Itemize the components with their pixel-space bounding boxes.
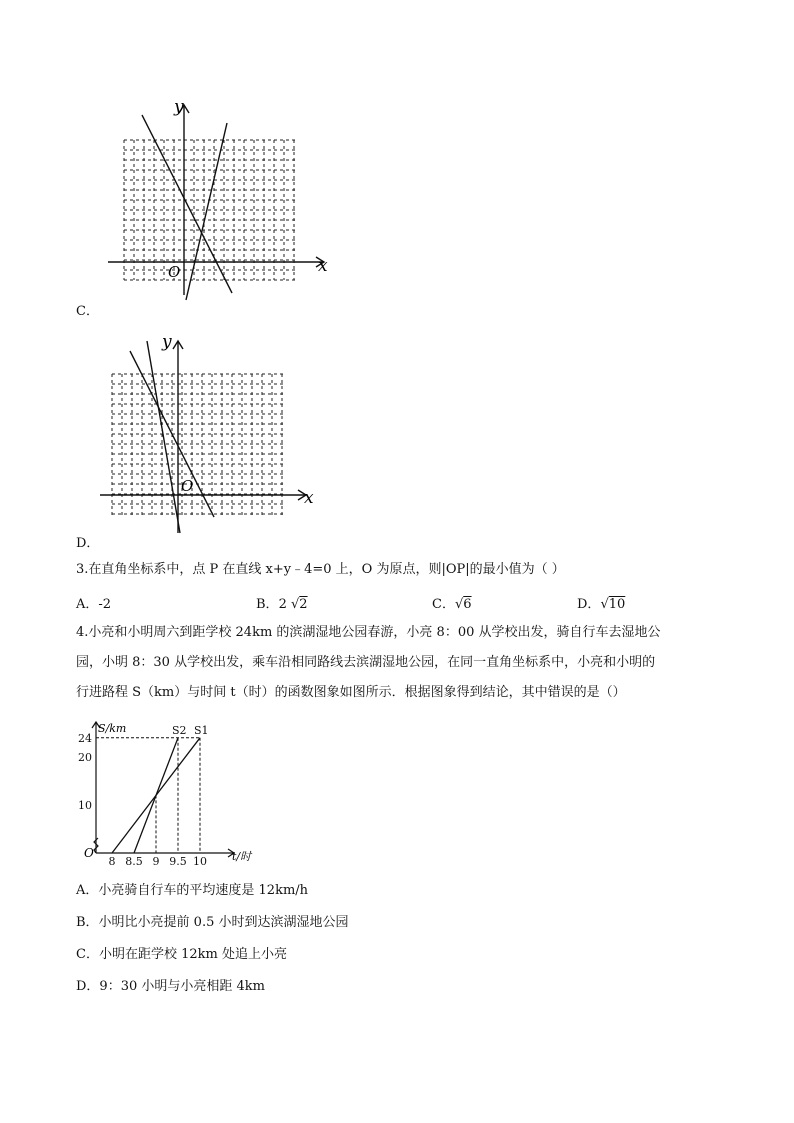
q4-option-d: D．9：30 小明与小亮相距 4km (76, 979, 265, 994)
y-axis-title: S/km (98, 722, 127, 735)
x-axis-label: x (318, 256, 328, 276)
chart-axes (92, 722, 234, 857)
q4-option-a: A．小亮骑自行车的平均速度是 12km/h (76, 883, 309, 898)
y-axis-label: y (174, 97, 184, 117)
option-letter: B． (256, 597, 279, 612)
option-d-label: D． (76, 536, 100, 551)
function-lines (142, 115, 232, 300)
q4-stem-line-1: 4.小亮和小明周六到距学校 24km 的滨湖湿地公园春游，小亮 8：00 从学校出发，骑自行车去湿地公 (76, 625, 661, 640)
sqrt-radicand: 6 (463, 597, 472, 612)
sqrt-expression: √10 (600, 597, 626, 612)
option-letter: C． (432, 597, 455, 612)
y-tick-label: 10 (78, 799, 92, 812)
q4-stem-line-2: 园，小明 8：30 从学校出发，乘车沿相同路线去滨湖湿地公园，在同一直角坐标系中，小亮和小明的 (76, 655, 656, 670)
option-letter: A． (76, 597, 99, 612)
y-tick-label: 20 (78, 751, 92, 764)
guide-lines (96, 738, 200, 853)
x-tick-label: 8 (108, 855, 116, 868)
dotted-grid (124, 140, 296, 280)
series-labels (172, 724, 209, 737)
x-axis-title: t/时 (232, 850, 252, 863)
q3-option-c (432, 593, 472, 612)
origin-label: O (181, 477, 194, 495)
x-tick-label: 9 (152, 855, 160, 868)
q4-stem-line-3: 行进路程 S（km）与时间 t（时）的函数图象如图所示．根据图象得到结论，其中错误的是（） (76, 685, 626, 700)
origin-label: O (84, 846, 94, 860)
x-axis-label: x (304, 488, 314, 508)
q3-option-b (256, 593, 308, 612)
x-tick-label: 8.5 (125, 855, 143, 868)
y-axis-label: y (162, 333, 172, 352)
option-c-label: C． (76, 304, 99, 319)
sqrt-expression: √6 (454, 597, 472, 612)
q3-option-a (76, 593, 111, 612)
option-value: 2 (278, 597, 287, 612)
q3-stem: 3.在直角坐标系中，点 P 在直线 x+y﹣4=0 上，O 为原点，则|OP|的最小值为（ ） (76, 562, 565, 577)
q4-option-c: C．小明在距学校 12km 处追上小亮 (76, 947, 287, 962)
graph-d (92, 333, 332, 538)
sqrt-radicand: 10 (608, 597, 626, 612)
graph-c (100, 95, 340, 305)
x-tick-label: 9.5 (169, 855, 187, 868)
option-letter: D． (577, 597, 601, 612)
origin-label: O (168, 263, 181, 281)
q4-distance-time-chart (74, 718, 274, 868)
q4-option-b: B．小明比小亮提前 0.5 小时到达滨湖湿地公园 (76, 915, 349, 930)
sqrt-expression: √2 (290, 597, 308, 612)
y-tick-label: 24 (78, 731, 92, 745)
tick-labels (78, 732, 207, 868)
q3-option-d (577, 593, 625, 612)
sqrt-radicand: 2 (299, 597, 308, 612)
x-tick-label: 10 (193, 855, 207, 868)
option-value: -2 (98, 597, 112, 612)
series-label-s2: S2 (172, 723, 187, 737)
series-label-s1: S1 (194, 723, 209, 737)
